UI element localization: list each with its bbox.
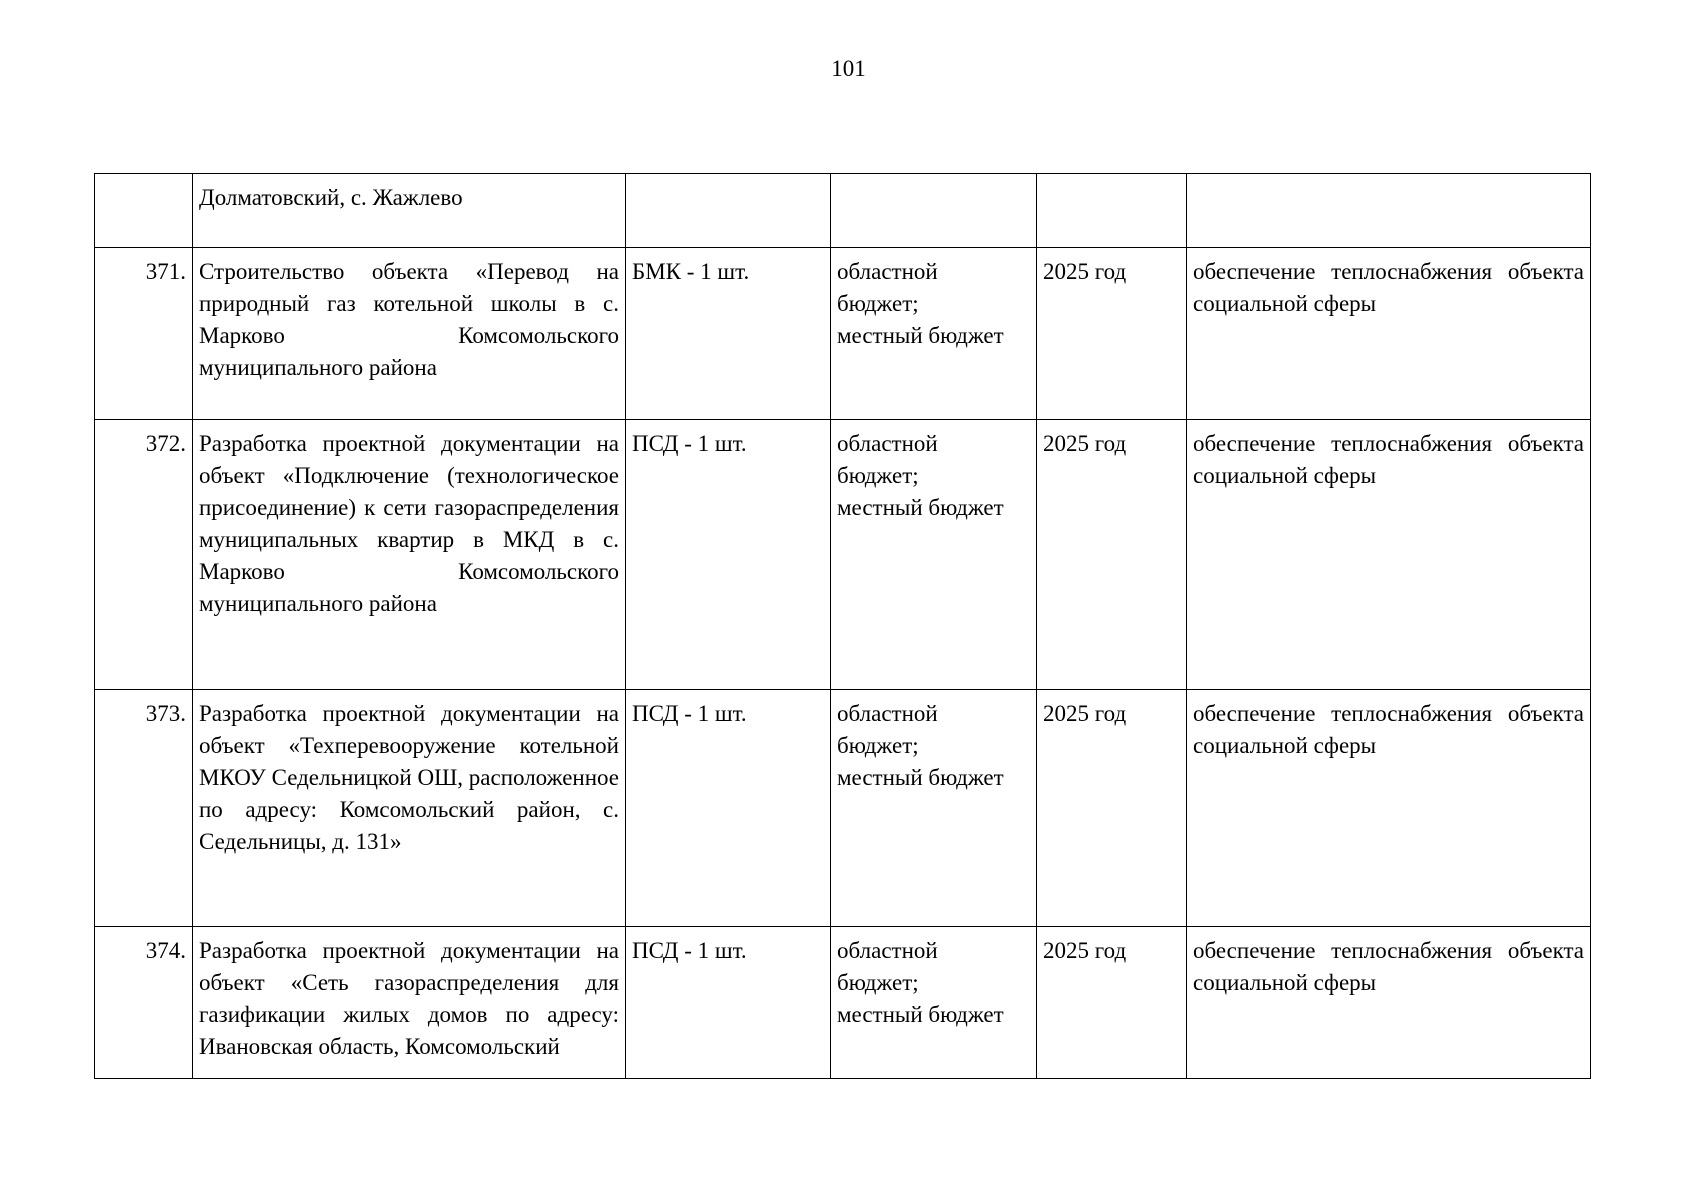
measure-name: Разработка проектной документации на объект «Техперевооружение котельной МКОУ Седельницкой ОШ, расположенное по адресу: Комсомольский район, с. Седельницы, д. 131» [193, 690, 626, 927]
measure-goal [1187, 174, 1591, 248]
measure-name: Разработка проектной документации на объект «Сеть газораспределения для газификации жилых домов по адресу: Ивановская область, Комсомольский [193, 927, 626, 1079]
funding-source-line: местный бюджет [837, 765, 1004, 790]
table-row [95, 174, 1591, 248]
measure-goal: обеспечение теплоснабжения объекта социальной сферы [1187, 927, 1591, 1079]
measure-result [626, 174, 831, 248]
funding-source-line: областной [837, 431, 938, 456]
funding-source-line: областной [837, 259, 938, 284]
funding-source [831, 420, 1037, 690]
funding-source-line: местный бюджет [837, 323, 1004, 348]
measures-table [94, 173, 1591, 1079]
funding-source-line: областной [837, 938, 938, 963]
funding-source [831, 927, 1037, 1079]
measure-result: ПСД - 1 шт. [626, 420, 831, 690]
measure-result: ПСД - 1 шт. [626, 927, 831, 1079]
funding-source-line: бюджет; [837, 291, 919, 316]
funding-source-line: бюджет; [837, 970, 919, 995]
measure-goal: обеспечение теплоснабжения объекта социальной сферы [1187, 248, 1591, 420]
measure-goal: обеспечение теплоснабжения объекта социальной сферы [1187, 690, 1591, 927]
measure-name: Строительство объекта «Перевод на природный газ котельной школы в с. Марково Комсомольского муниципального района [193, 248, 626, 420]
funding-source-line: бюджет; [837, 463, 919, 488]
funding-source [831, 690, 1037, 927]
measure-result: БМК - 1 шт. [626, 248, 831, 420]
row-number: 374. [95, 927, 193, 1079]
table-row [95, 248, 1591, 420]
funding-source [831, 174, 1037, 248]
funding-source [831, 248, 1037, 420]
page-number: 101 [831, 56, 866, 81]
implementation-year: 2025 год [1037, 927, 1187, 1079]
row-number: 372. [95, 420, 193, 690]
table-row [95, 420, 1591, 690]
implementation-year [1037, 174, 1187, 248]
measure-result: ПСД - 1 шт. [626, 690, 831, 927]
row-number: 373. [95, 690, 193, 927]
funding-source-line: бюджет; [837, 733, 919, 758]
implementation-year: 2025 год [1037, 248, 1187, 420]
measure-name: Долматовский, с. Жажлево [193, 174, 626, 248]
row-number: 371. [95, 248, 193, 420]
funding-source-line: местный бюджет [837, 495, 1004, 520]
implementation-year: 2025 год [1037, 690, 1187, 927]
funding-source-line: местный бюджет [837, 1002, 1004, 1027]
measure-goal: обеспечение теплоснабжения объекта социальной сферы [1187, 420, 1591, 690]
table-row [95, 927, 1591, 1079]
funding-source-line: областной [837, 701, 938, 726]
measure-name: Разработка проектной документации на объект «Подключение (технологическое присоединение) к сети газораспределения муниципальных квартир в МКД в с. Марково Комсомольского муниципального района [193, 420, 626, 690]
implementation-year: 2025 год [1037, 420, 1187, 690]
table-row [95, 690, 1591, 927]
row-number [95, 174, 193, 248]
